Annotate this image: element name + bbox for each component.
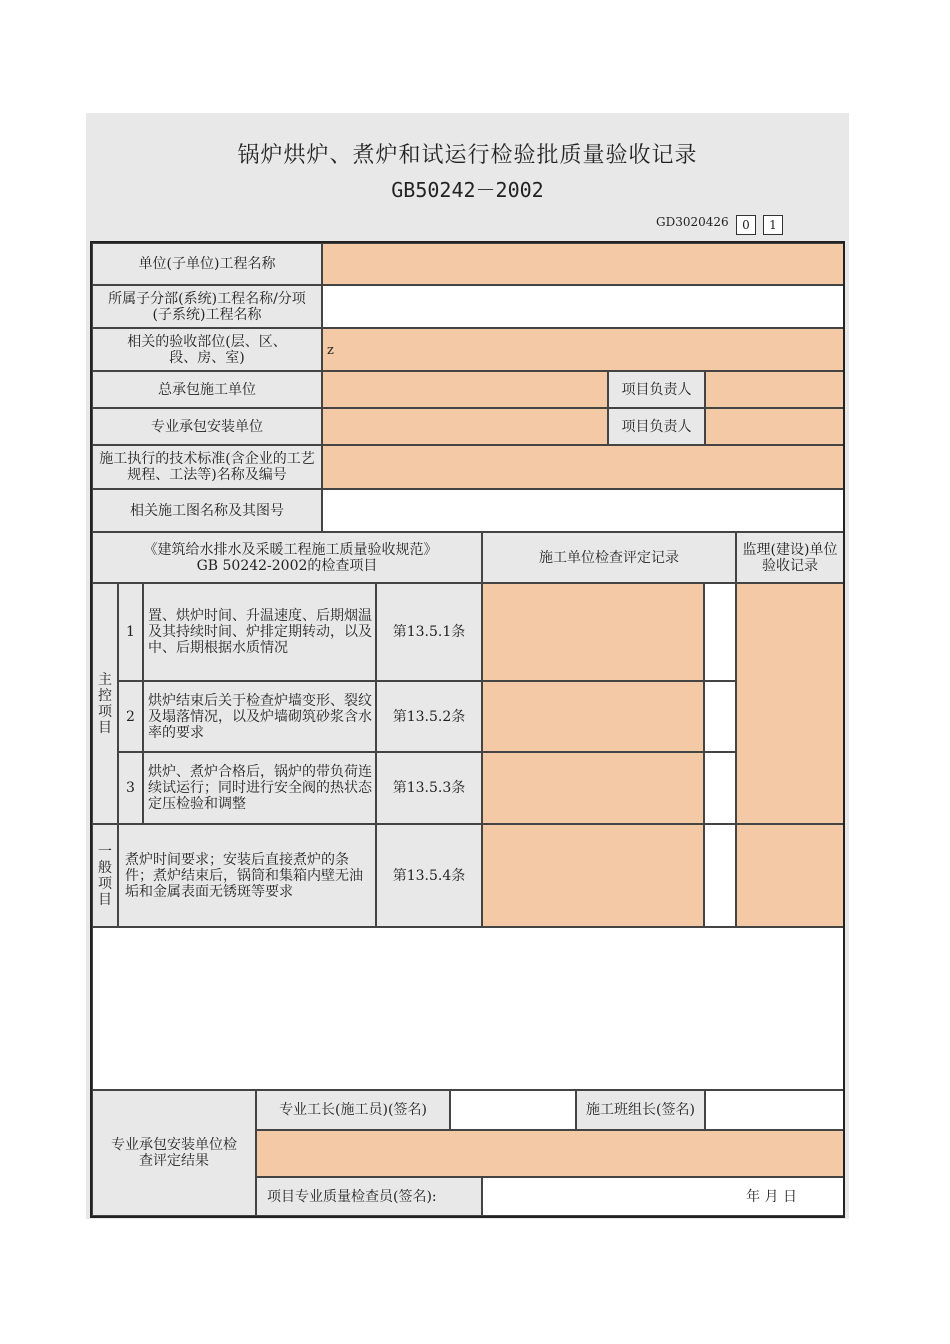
sub-contractor-label: 专业承包安装单位 (92, 408, 322, 445)
main-item-1-text: 置、烘炉时间、升温速度、后期烟温及其持续时间、炉排定期转动，以及中、后期根据水质情况 (143, 583, 376, 681)
foreman-label: 专业工长(施工员)(签名) (256, 1090, 450, 1130)
general-item-1-text: 煮炉时间要求；安装后直接煮炉的条件；煮炉结束后，锅筒和集箱内壁无油垢和金属表面无锈斑等要求 (118, 824, 376, 927)
code-digit-1[interactable]: 0 (736, 215, 756, 235)
inspector-label: 项目专业质量检查员(签名): (256, 1177, 482, 1216)
result-label: 专业承包安装单位检查评定结果 (92, 1090, 256, 1216)
main-item-1-no: 1 (118, 583, 143, 681)
form-code: GD3020426 (656, 215, 729, 229)
main-item-3-clause: 第13.5.3条 (376, 752, 482, 824)
general-group-label: 一般项目 (92, 824, 118, 927)
form-title: 锅炉烘炉、煮炉和试运行检验批质量验收记录 (237, 143, 698, 168)
part-label: 相关的验收部位(层、区、段、房、室) (92, 328, 322, 371)
unit-project-label: 单位(子单位)工程名称 (92, 243, 322, 285)
main-group-label: 主控项目 (92, 583, 118, 824)
main-item-2-text: 烘炉结束后关于检查炉墙变形、裂纹及塌落情况，以及炉墙砌筑砂浆含水率的要求 (143, 681, 376, 752)
main-item-2-no: 2 (118, 681, 143, 752)
general-item-1-clause: 第13.5.4条 (376, 824, 482, 927)
form-frame (90, 241, 845, 1218)
inspector-date[interactable]: 年 月 日 (482, 1177, 844, 1216)
main-item-2-clause: 第13.5.2条 (376, 681, 482, 752)
team-leader-label: 施工班组长(签名) (576, 1090, 705, 1130)
main-item-3-text: 烘炉、煮炉合格后，锅炉的带负荷连续试运行；同时进行安全阀的热状态定压检验和调整 (143, 752, 376, 824)
main-item-3-no: 3 (118, 752, 143, 824)
code-digit-2[interactable]: 1 (763, 215, 783, 235)
spec-header: 《建筑给水排水及采暖工程施工质量验收规范》GB 50242-2002的检查项目 (92, 532, 482, 583)
main-item-1-clause: 第13.5.1条 (376, 583, 482, 681)
general-contractor-label: 总承包施工单位 (92, 371, 322, 408)
construction-record-header: 施工单位检查评定记录 (482, 532, 736, 583)
supervision-record-header: 监理(建设)单位验收记录 (736, 532, 844, 583)
sub-project-label: 所属子分部(系统)工程名称/分项(子系统)工程名称 (92, 285, 322, 328)
project-manager-label-1: 项目负责人 (608, 371, 705, 408)
project-manager-label-2: 项目负责人 (608, 408, 705, 445)
drawing-label: 相关施工图名称及其图号 (92, 489, 322, 532)
standard-label: 施工执行的技术标准(含企业的工艺规程、工法等)名称及编号 (92, 445, 322, 489)
standard-code: GB50242－2002 (391, 178, 544, 202)
part-field[interactable]: z (322, 328, 844, 371)
